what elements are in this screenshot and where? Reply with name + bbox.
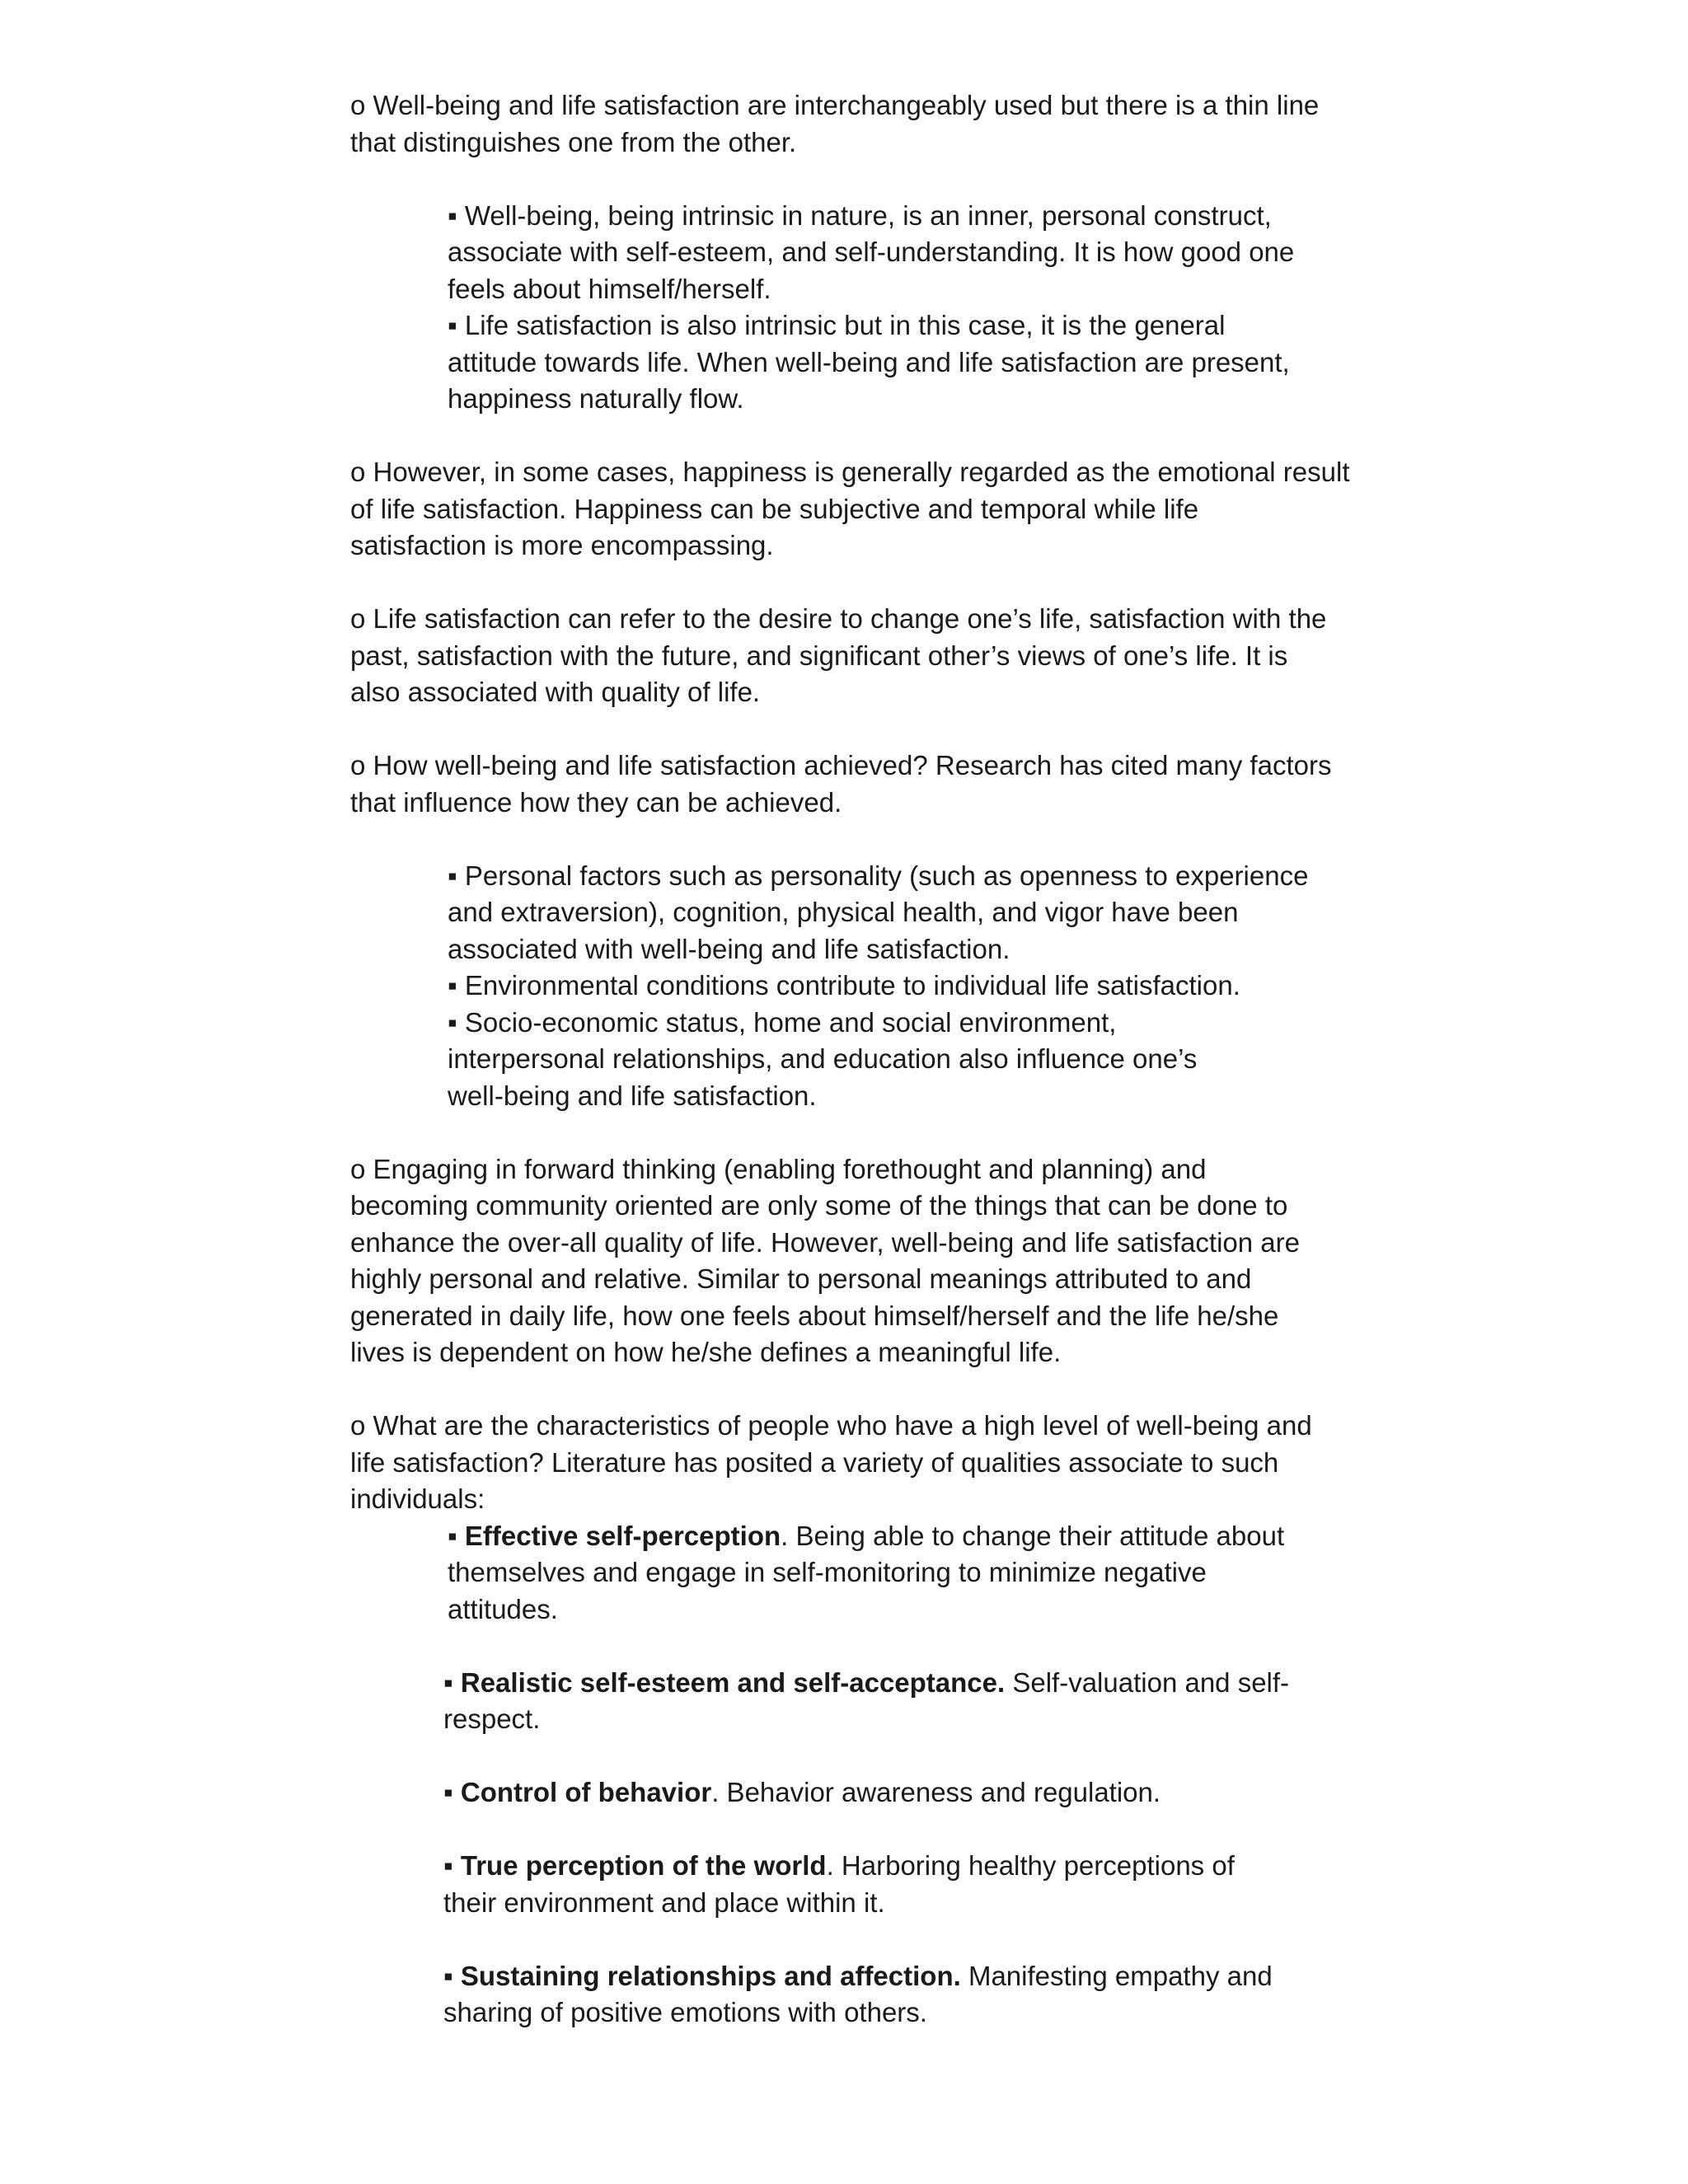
- characteristic-description: . Behavior awareness and regulation.: [711, 1777, 1161, 1807]
- bullet-icon: ▪: [448, 1520, 465, 1551]
- sub-list-factors: [350, 858, 1381, 1115]
- characteristics-list: [350, 1518, 1381, 2032]
- bullet-icon: ▪: [443, 1850, 461, 1881]
- sub-item-wellbeing: ▪ Well-being, being intrinsic in nature, is an inner, personal construct, associate with self-esteem, and self-understanding. It is how good one feels about himself/herself.: [448, 199, 1295, 304]
- paragraph-characteristics-intro: o What are the characteristics of people who have a high level of well-being and life satisfaction? Literature has posited a variety of qualities associate to such individuals:: [350, 1410, 1312, 1514]
- characteristic-term: Sustaining relationships and affection.: [460, 1960, 961, 1991]
- characteristic-term: Control of behavior: [460, 1777, 712, 1807]
- sub-item-socio-economic: ▪ Socio-economic status, home and social environment, interpersonal relationships, and education also influence one’s well-being and life satisfaction.: [448, 1006, 1198, 1111]
- paragraph-how-achieved: o How well-being and life satisfaction achieved? Research has cited many factors that influence how they can be achieved.: [350, 750, 1332, 818]
- characteristic-item: [443, 1958, 1381, 2032]
- sub-item-environmental-conditions: ▪ Environmental conditions contribute to individual life satisfaction.: [448, 970, 1240, 1001]
- characteristic-description: . Harboring healthy perceptions of their environment and place within it.: [443, 1850, 1235, 1918]
- sub-item-personal-factors: ▪ Personal factors such as personality (such as openness to experience and extraversion), cognition, physical health, and vigor have been associated with well-being and life satisfaction.: [448, 860, 1309, 964]
- paragraph-life-satisfaction-scope: o Life satisfaction can refer to the desire to change one’s life, satisfaction with the past, satisfaction with the future, and significant other’s views of one’s life. It is also associated with quality of life.: [350, 603, 1327, 707]
- bullet-icon: ▪: [443, 1666, 461, 1698]
- characteristic-description: . Being able to change their attitude about themselves and engage in self-monitoring to minimize negative attitudes.: [448, 1520, 1285, 1624]
- characteristic-description: Manifesting empathy and sharing of positive emotions with others.: [443, 1960, 1273, 2027]
- characteristic-term: Effective self-perception: [464, 1520, 781, 1551]
- characteristic-term: True perception of the world: [460, 1850, 827, 1881]
- paragraph-forward-thinking: o Engaging in forward thinking (enabling forethought and planning) and becoming community oriented are only some of the things that can be done to enhance the over-all quality of life. However, well-being and life satisfaction are highly personal and relative. Similar to personal meanings attributed to and generated in daily life, how one feels about himself/herself and the life he/she lives is dependent on how he/she defines a meaningful life.: [350, 1153, 1300, 1367]
- paragraph-happiness: o However, in some cases, happiness is generally regarded as the emotional result of life satisfaction. Happiness can be subjective and temporal while life satisfaction is more encompassing.: [350, 457, 1350, 560]
- characteristic-item: [443, 1665, 1381, 1738]
- characteristic-term: Realistic self-esteem and self-acceptance.: [460, 1666, 1006, 1698]
- characteristic-item: [448, 1518, 1381, 1629]
- sub-item-life-satisfaction: ▪ Life satisfaction is also intrinsic but in this case, it is the general attitude towards life. When well-being and life satisfaction are present, happiness naturally flow.: [448, 310, 1290, 414]
- characteristic-description: Self-valuation and self-respect.: [443, 1666, 1290, 1734]
- bullet-icon: ▪: [443, 1960, 461, 1991]
- paragraph-wellbeing-vs-satisfaction: o Well-being and life satisfaction are interchangeably used but there is a thin line that distinguishes one from the other.: [350, 90, 1320, 157]
- document-body: [350, 87, 1381, 2068]
- bullet-icon: ▪: [443, 1777, 461, 1807]
- sub-list-wellbeing-definitions: [350, 198, 1381, 418]
- characteristic-item: [443, 1848, 1381, 1921]
- characteristic-item: [443, 1774, 1381, 1811]
